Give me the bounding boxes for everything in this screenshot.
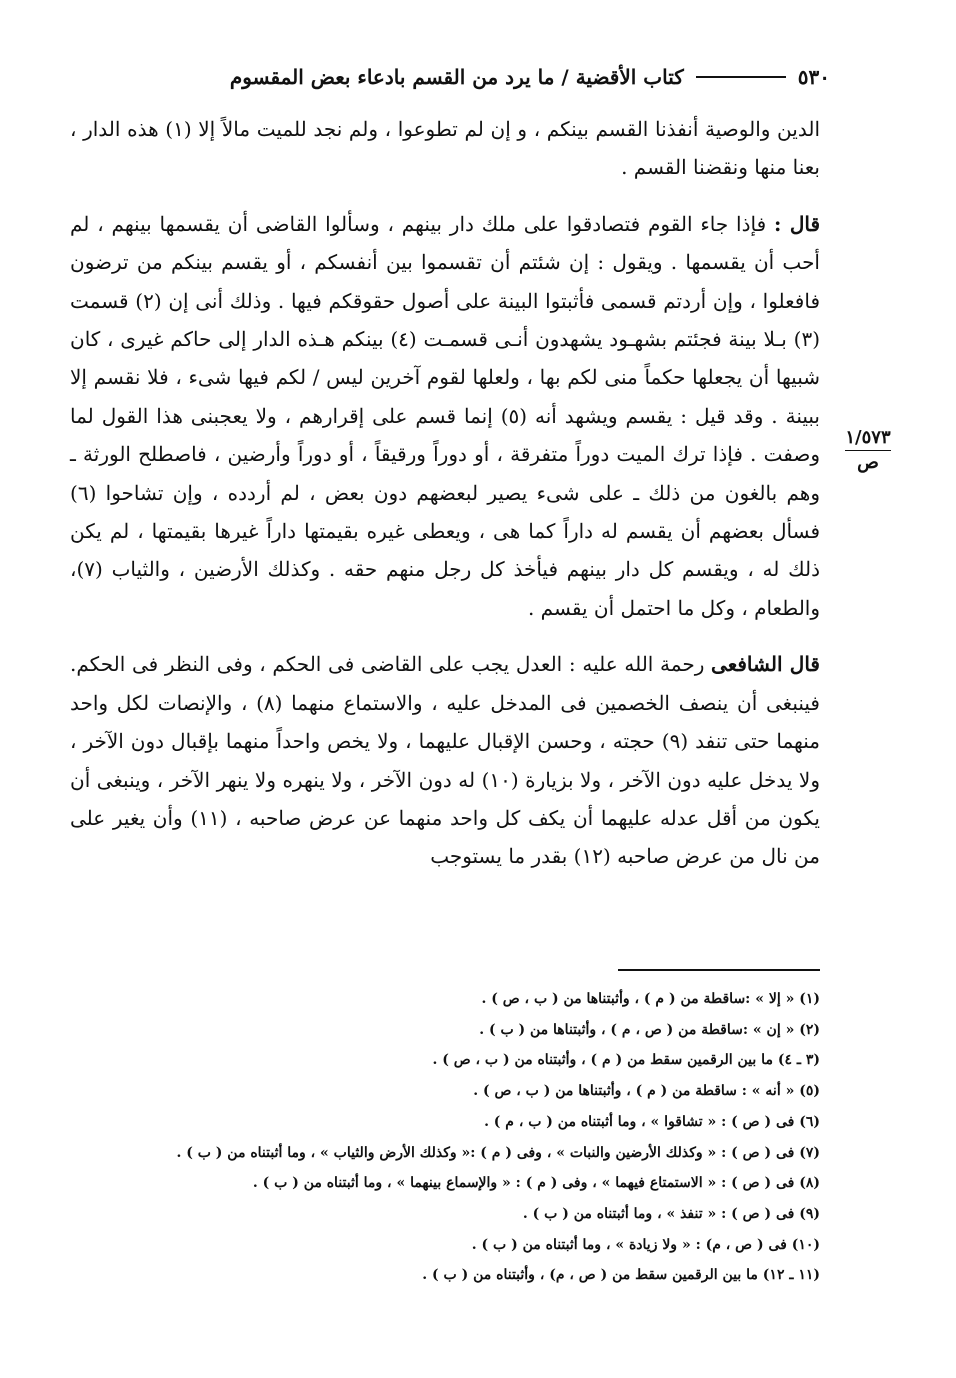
paragraph [70,205,820,627]
footnote: (٦) فى ( ص ) : « تشاقوا » ، وما أثبتناه من ( ب ، م ) . [484,1113,820,1130]
footnotes [70,984,820,1291]
margin-ref-siglum: ص [857,452,879,473]
paragraph-text: فإذا جاء القوم فتصادقوا على ملك دار بينهم ، وسألوا القاضى أن يقسمها بينهم ، لم أحب أن يقسمها . ويقول : إن شئتم أن تقسموا بين أنفسكم ، أو يقسم بينكم من ترضون فافعلوا ، وإن أردتم قسمى فأثبتوا البينة على أصول حقوقكم فيها . وذلك أنى إن (٢) قسمت (٣) بـلا بينة فجئتم بشهـود يشهدون أنـى قسمـت (٤) بينكم هـذه الدار إلى حاكم غيرى ، كان شبيها أن يجعلها حكماً منى لكم بها ، ولعلها لقوم آخرين ليس / لكم فيها شىء ، فلا نقسم إلا ببينة . وقد قيل : يقسم ويشهد أنه (٥) إنما قسم على إقرارهم ، ولا يعجبنى هذا القول لما وصفت . فإذا ترك الميت دوراً متفرقة ، أو دوراً ورقيقاً ، أو دوراً وأرضين ، فاصطلح الورثة ـ وهم بالغون من ذلك ـ على شىء يصير لبعضهم دون بعض ، لم أردده ، وإن تشاحوا (٦) فسأل بعضهم أن يقسم له داراً كما هى ، ويعطى غيره بقيمتها داراً غيرها بقيمتها ، لم يكن ذلك له ، ويقسم كل دار بينهم فيأخذ كل رجل منهم حقه . وكذلك الأرضين ، والثياب (٧)، والطعام ، وكل ما احتمل أن يقسم . [70,211,821,620]
footnote: (٢) « إن » :ساقطة من ( ص ، م ) ، وأثبتناها من ( ب ) . [479,1021,820,1038]
running-title: كتاب الأقضية / ما يرد من القسم بادعاء بعض المقسوم [229,65,684,89]
footnote-rule [618,969,820,971]
main-text [70,110,820,876]
footnote: (١) « إلا » :ساقطة من ( م ) ، وأثبتناها من ( ب ، ص ) . [481,991,820,1007]
footnote: (٩) فى ( ص ) : « تنفذ » ، وما أثبتناه من ( ب ) . [522,1205,820,1222]
footnote: (١١ ـ ١٢) ما بين الرقمين سقط من ( ص ، م) ، وأثبتناه من ( ب ) . [422,1267,820,1284]
footnote: (٣ ـ ٤) ما بين الرقمين سقط من ( م ) ، وأثبتناه من ( ب ، ص ) . [432,1052,820,1069]
header-rule [696,76,786,78]
margin-manuscript-ref [838,426,898,475]
paragraph-lead: قال : [774,211,821,236]
footnote: (٧) فى ( ص ) : « وكذلك الأرضين والنبات » ، وفى ( م ) :« وكذلك الأرض والثياب » ، وما أثبتناه من ( ب ) . [176,1144,820,1161]
paragraph [70,645,820,875]
paragraph [70,110,820,187]
page-number: ٥٣٠ [797,65,830,89]
footnote: (٥) « أنه » : ساقطة من ( م ) ، وأثبتناها من ( ب ، ص ) . [473,1083,820,1100]
footnote: (٨) فى ( ص ) : « الاستمتاع فيهما » ، وفى ( م ) : « والإسماع بينهما » ، وما أثبتناه من ( ب ) . [252,1175,820,1192]
paragraph-text: الدين والوصية أنفذنا القسم بينكم ، و إن لم تطوعوا ، ولم نجد للميت مالاً إلا (١) هذه الدار ، بعنا منها ونقضنا القسم . [70,117,821,180]
paragraph-text: رحمة الله عليه : العدل يجب على القاضى فى الحكم ، وفى النظر فى الحكم. فينبغى أن ينصف الخصمين فى المدخل عليه ، والاستماع منهما (٨) ، والإنصات لكل واحد منهما حتى تنفد (٩) حجته ، وحسن الإقبال عليهما ، ولا يخص واحداً منهما بإقبال دون الآخر ، ولا يدخل عليه دون الآخر ، ولا بزيارة (١٠) له دون الآخر ، ولا ينهره ولا ينهر الآخر ، وينبغى أن يكون من أقل عدله عليهما أن يكف كل واحد منهما عن عرض صاحبه ، (١١) وأن يغير على من نال من عرض صاحبه (١٢) بقدر ما يستوجب [70,652,820,869]
footnote: (١٠) فى ( ص ، م) : « ولا زيادة » ، وما أثبتناه من ( ب ) . [471,1236,820,1253]
margin-ref-folio: ١/٥٧٣ [845,427,891,448]
paragraph-lead: قال الشافعى [711,652,820,677]
running-header [70,60,830,94]
